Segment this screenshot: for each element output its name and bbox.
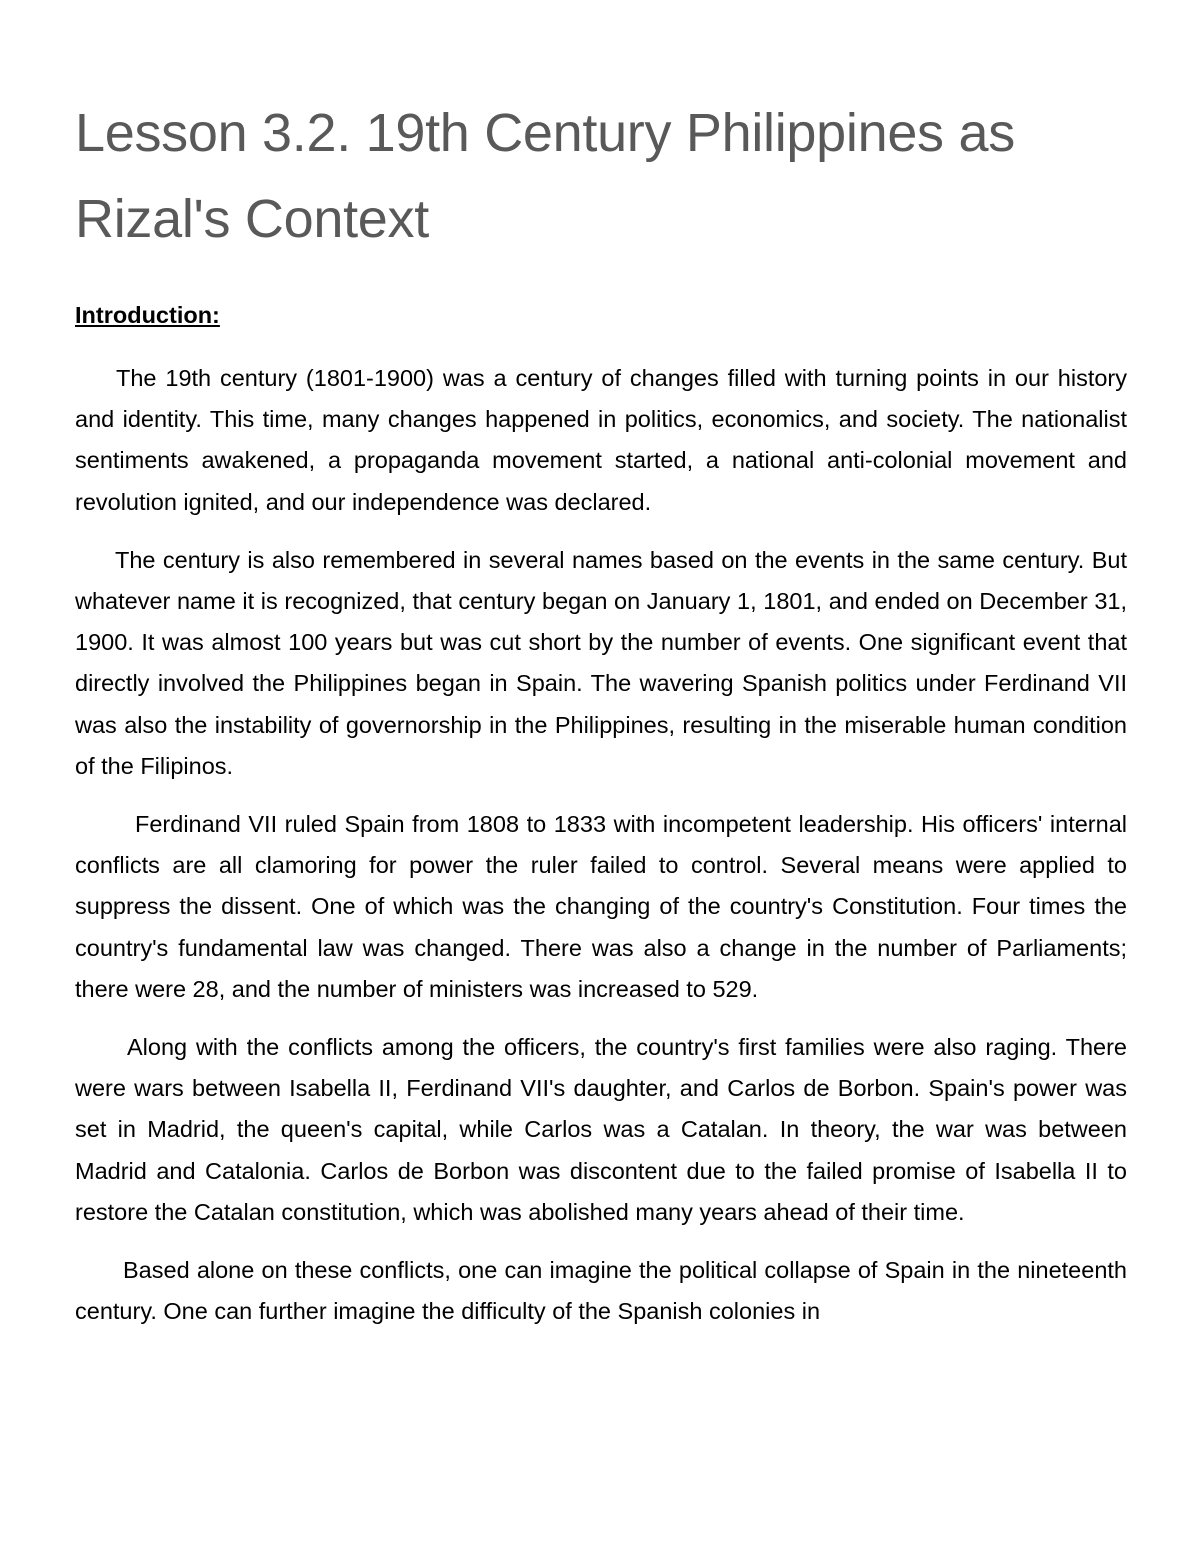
paragraph-political-collapse: Based alone on these conflicts, one can imagine the political collapse of Spain in the nineteenth century. One can further imagine the difficulty of the Spanish colonies in (75, 1257, 1127, 1325)
lesson-title: Lesson 3.2. 19th Century Philippines as Rizal's Context (75, 103, 1015, 249)
paragraph-family-conflicts: Along with the conflicts among the officers, the country's first families were also raging. There were wars between Isabella II, Ferdinand VII's daughter, and Carlos de Borbon. Spain's power was set in Madrid, the queen's capital, while Carlos was a Catalan. In theory, the war was between Madrid and Catalonia. Carlos de Borbon was discontent due to the failed promise of Isabella II to restore the Catalan constitution, which was abolished many years ahead of their time. (75, 1034, 1127, 1225)
introduction-heading: Introduction: (75, 302, 220, 328)
paragraph-19th-century-overview: The 19th century (1801-1900) was a century of changes filled with turning points in our history and identity. This time, many changes happened in politics, economics, and society. The nationalist sentiments awakened, a propaganda movement started, a national anti-colonial movement and revolution ignited, and our independence was declared. (75, 365, 1127, 515)
paragraph-century-names: The century is also remembered in several names based on the events in the same century. But whatever name it is recognized, that century began on January 1, 1801, and ended on December 31, 1900. It was almost 100 years but was cut short by the number of events. One significant event that directly involved the Philippines began in Spain. The wavering Spanish politics under Ferdinand VII was also the instability of governorship in the Philippines, resulting in the miserable human condition of the Filipinos. (75, 546, 1127, 779)
paragraph-ferdinand-vii: Ferdinand VII ruled Spain from 1808 to 1833 with incompetent leadership. His officers' internal conflicts are all clamoring for power the ruler failed to control. Several means were applied to suppress the dissent. One of which was the changing of the country's Constitution. Four times the country's fundamental law was changed. There was also a change in the number of Parliaments; there were 28, and the number of ministers was increased to 529. (75, 811, 1127, 1002)
